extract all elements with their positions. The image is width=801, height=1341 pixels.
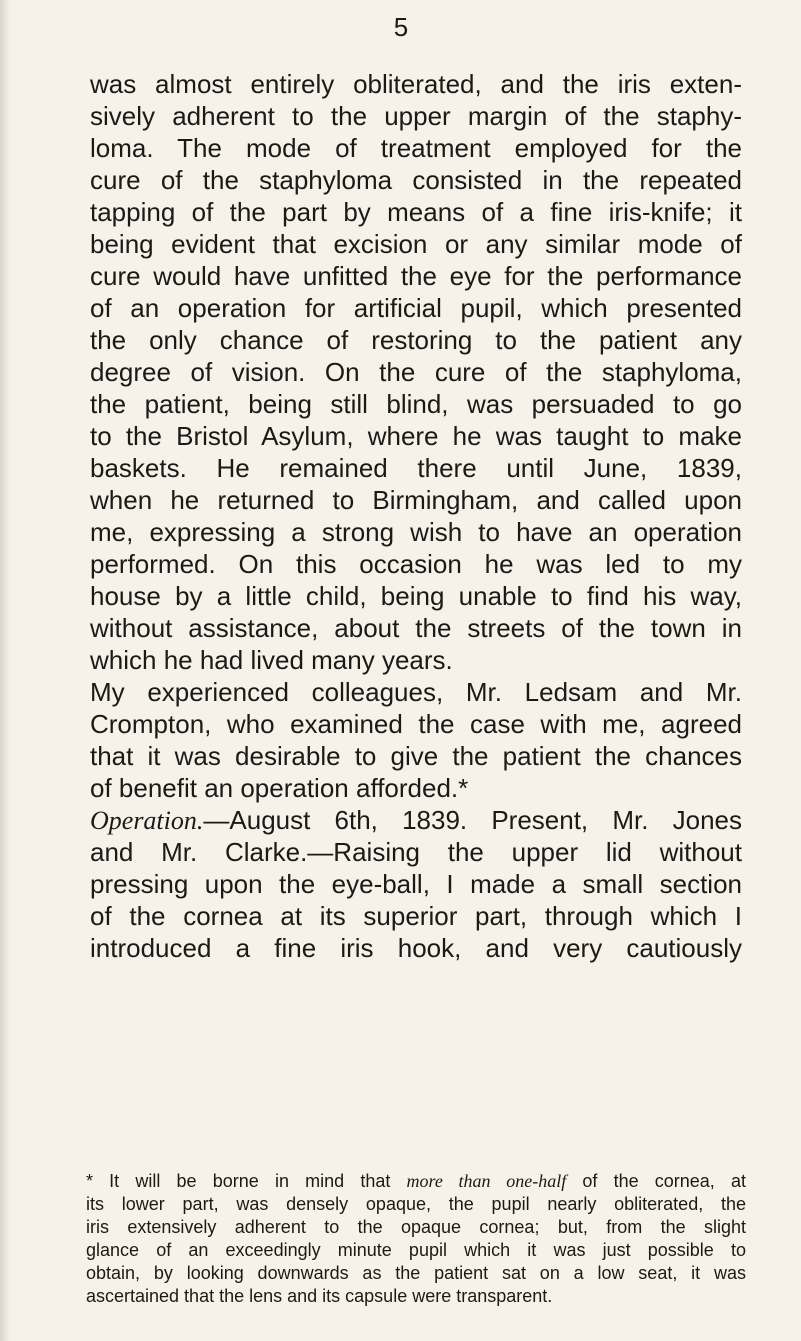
text-line: pressing upon the eye-ball, I made a small section xyxy=(90,869,742,899)
text-line: tapping of the part by means of a fine iris-knife; it xyxy=(90,197,742,227)
text-line: sively adherent to the upper margin of the staphy- xyxy=(90,101,742,131)
footnote xyxy=(86,1170,746,1308)
text-line: Crompton, who examined the case with me, agreed xyxy=(90,709,742,739)
footnote-line: obtain, by looking downwards as the patient sat on a low seat, it was xyxy=(86,1263,746,1283)
text-line: which he had lived many years. xyxy=(90,645,453,675)
text-line: cure of the staphyloma consisted in the repeated xyxy=(90,165,742,195)
footnote-emphasis: more than one-half xyxy=(406,1171,567,1191)
text-line: me, expressing a strong wish to have an operation xyxy=(90,517,742,547)
text-line: was almost entirely obliterated, and the iris exten- xyxy=(90,69,742,99)
text-line: introduced a fine iris hook, and very cautiously xyxy=(90,933,742,963)
text-line: the patient, being still blind, was persuaded to go xyxy=(90,389,742,419)
footnote-line: iris extensively adherent to the opaque cornea; but, from the slight xyxy=(86,1217,746,1237)
footnote-text: of the cornea, at xyxy=(566,1171,746,1191)
text-line: baskets. He remained there until June, 1839, xyxy=(90,453,742,483)
footnote-line: glance of an exceedingly minute pupil which it was just possible to xyxy=(86,1240,746,1260)
text-line: being evident that excision or any similar mode of xyxy=(90,229,742,259)
text-line: performed. On this occasion he was led to my xyxy=(90,549,742,579)
footnote-line xyxy=(86,1170,746,1193)
footnote-line: ascertained that the lens and its capsule were transparent. xyxy=(86,1286,553,1306)
text-line: loma. The mode of treatment employed for the xyxy=(90,133,742,163)
paragraph-1 xyxy=(90,68,742,676)
text-line: cure would have unfitted the eye for the performance xyxy=(90,261,742,291)
text-line: when he returned to Birmingham, and called upon xyxy=(90,485,742,515)
footnote-line: its lower part, was densely opaque, the pupil nearly obliterated, the xyxy=(86,1194,746,1214)
operation-heading: Operation. xyxy=(90,806,204,835)
paragraph-2 xyxy=(90,676,742,804)
operation-date: —August 6th, 1839. Present, Mr. Jones xyxy=(203,805,742,835)
main-text xyxy=(90,68,742,964)
text-line: of benefit an operation afforded.* xyxy=(90,773,469,803)
footnote-text: * It will be borne in mind that xyxy=(86,1171,407,1191)
text-line: that it was desirable to give the patient the chances xyxy=(90,741,742,771)
text-line: house by a little child, being unable to find his way, xyxy=(90,581,742,611)
text-line xyxy=(90,804,742,836)
page-edge-shadow xyxy=(0,0,10,1341)
text-line: and Mr. Clarke.—Raising the upper lid without xyxy=(90,837,742,867)
paragraph-3 xyxy=(90,804,742,964)
text-line: My experienced colleagues, Mr. Ledsam and Mr. xyxy=(90,677,742,707)
text-line: the only chance of restoring to the patient any xyxy=(90,325,742,355)
text-line: to the Bristol Asylum, where he was taught to make xyxy=(90,421,742,451)
page-number: 5 xyxy=(393,12,409,42)
text-line: without assistance, about the streets of the town in xyxy=(90,613,742,643)
text-line: of an operation for artificial pupil, which presented xyxy=(90,293,742,323)
text-line: of the cornea at its superior part, through which I xyxy=(90,901,742,931)
text-line: degree of vision. On the cure of the staphyloma, xyxy=(90,357,742,387)
